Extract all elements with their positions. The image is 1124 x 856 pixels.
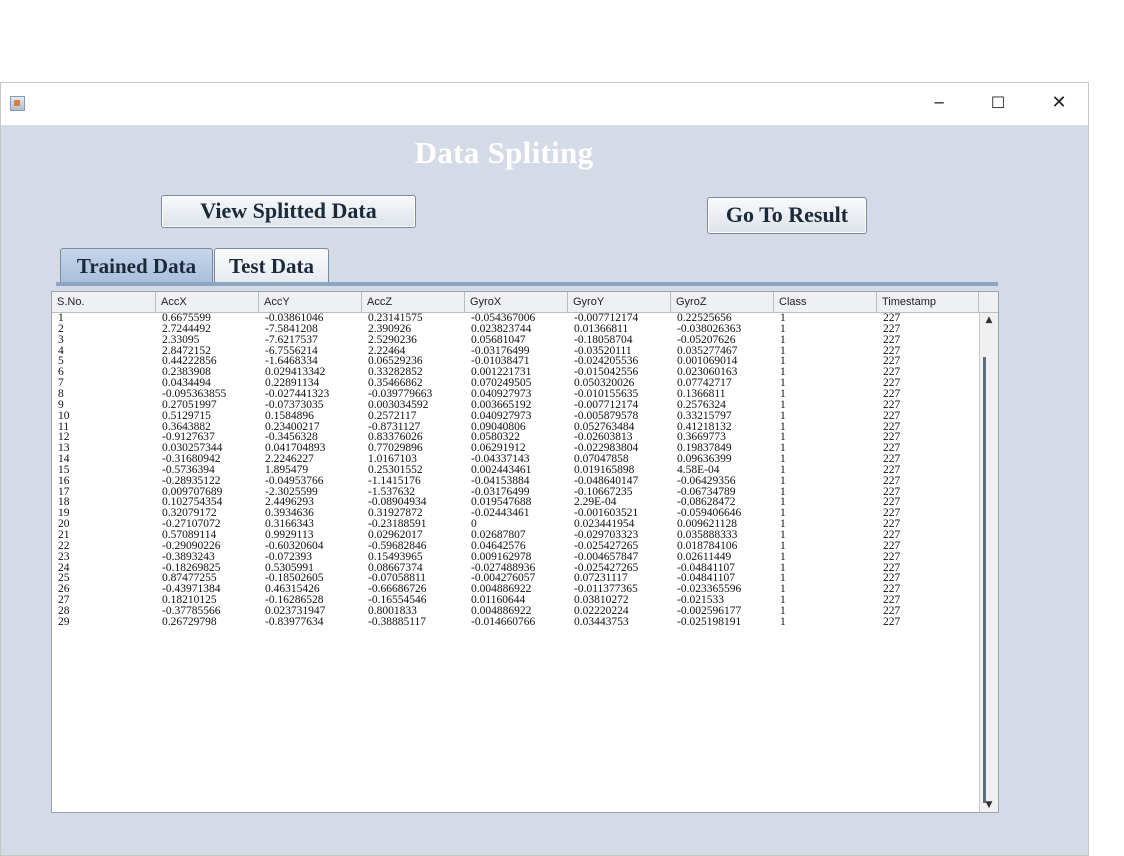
table-cell: 0.003665192: [471, 398, 532, 411]
table-cell: 1: [780, 398, 786, 411]
table-cell: 0: [471, 518, 477, 531]
table-cell: 0.004886922: [471, 604, 532, 617]
table-cell: 1: [780, 529, 786, 541]
table-cell: -0.03176499: [471, 344, 530, 357]
table-cell: -0.059406646: [677, 507, 742, 520]
table-cell: 1: [780, 333, 786, 346]
table-cell: 227: [883, 496, 901, 509]
table-cell: 227: [883, 387, 901, 400]
table-cell: 1: [780, 463, 786, 476]
table-cell: -0.02443461: [471, 507, 530, 520]
table-cell: 0.023060163: [677, 366, 738, 379]
table-cell: 7: [58, 377, 64, 390]
table-cell: 227: [883, 409, 901, 422]
table-cell: 0.2383908: [162, 366, 211, 379]
table-cell: -0.05207626: [677, 333, 736, 346]
table-cell: -0.072393: [265, 550, 312, 563]
table-cell: 9: [58, 398, 64, 411]
table-cell: 0.004886922: [471, 583, 532, 596]
table-cell: -0.5736394: [162, 463, 215, 476]
table-cell: 0.83376026: [368, 431, 423, 444]
table-cell: -0.005879578: [574, 409, 639, 422]
table-cell: 227: [883, 431, 901, 444]
table-cell: -0.16286528: [265, 594, 324, 607]
table-cell: -0.08628472: [677, 496, 736, 509]
table-cell: 0.035888333: [677, 529, 738, 541]
table-cell: 1: [780, 615, 786, 628]
data-table: [51, 291, 999, 813]
table-cell: 29: [58, 615, 70, 628]
table-cell: -0.9127637: [162, 431, 215, 444]
table-cell: 1: [780, 572, 786, 585]
table-cell: 0.02687807: [471, 529, 526, 541]
table-cell: 2.29E-04: [574, 496, 617, 509]
table-cell: -0.04841107: [677, 572, 736, 585]
table-cell: 227: [883, 322, 901, 335]
table-cell: 0.09040806: [471, 420, 526, 433]
table-cell: -6.7556214: [265, 344, 318, 357]
table-cell: 227: [883, 561, 901, 574]
table-cell: 0.030257344: [162, 442, 223, 455]
table-cell: -1.1415176: [368, 474, 421, 487]
table-cell: 1: [780, 604, 786, 617]
table-cell: 2.33095: [162, 333, 200, 346]
go-to-result-button[interactable]: Go To Result: [707, 197, 867, 234]
table-cell: 0.57089114: [162, 529, 217, 541]
table-cell: 2.8472152: [162, 344, 211, 357]
table-cell: 0.6675599: [162, 312, 211, 324]
table-cell: -0.03520111: [574, 344, 632, 357]
table-cell: 227: [883, 333, 901, 346]
table-cell: 227: [883, 550, 901, 563]
table-row[interactable]: [52, 476, 978, 487]
table-cell: 0.019547688: [471, 496, 532, 509]
table-cell: 1: [780, 485, 786, 498]
table-cell: -0.06429356: [677, 474, 736, 487]
table-cell: -0.010155635: [574, 387, 639, 400]
table-cell: 0.23141575: [368, 312, 423, 324]
table-cell: 0.5129715: [162, 409, 211, 422]
java-app-icon: [10, 96, 25, 111]
table-cell: -0.002596177: [677, 604, 742, 617]
tab-test-data[interactable]: Test Data: [214, 248, 329, 283]
column-header[interactable]: Timestamp: [877, 292, 979, 312]
table-cell: 0.06291912: [471, 442, 526, 455]
column-header[interactable]: AccZ: [362, 292, 465, 312]
table-cell: 0.040927973: [471, 409, 532, 422]
table-cell: -0.011377365: [574, 583, 638, 596]
table-cell: -0.025427265: [574, 561, 639, 574]
table-cell: 0.070249505: [471, 377, 532, 390]
table-cell: 227: [883, 539, 901, 552]
table-cell: 1: [780, 366, 786, 379]
column-header[interactable]: GyroZ: [671, 292, 774, 312]
table-cell: 12: [58, 431, 70, 444]
table-cell: -0.59682846: [368, 539, 427, 552]
table-cell: 18: [58, 496, 70, 509]
table-cell: -0.038026363: [677, 322, 742, 335]
table-cell: 0.8001833: [368, 604, 417, 617]
table-cell: -0.095363855: [162, 387, 227, 400]
table-cell: 0.050320026: [574, 377, 635, 390]
table-cell: 27: [58, 594, 70, 607]
table-cell: 0.3166343: [265, 518, 314, 531]
table-cell: 2.390926: [368, 322, 412, 335]
table-cell: 0.3669773: [677, 431, 726, 444]
table-cell: -0.18502605: [265, 572, 324, 585]
table-cell: 0.19837849: [677, 442, 732, 455]
table-cell: -0.38885117: [368, 615, 427, 628]
table-cell: 227: [883, 604, 901, 617]
table-cell: 227: [883, 463, 901, 476]
table-cell: 0.22891134: [265, 377, 320, 390]
table-cell: 2.7244492: [162, 322, 211, 335]
table-cell: 0.2576324: [677, 398, 726, 411]
column-header[interactable]: AccX: [156, 292, 259, 312]
table-cell: -0.16554546: [368, 594, 427, 607]
table-cell: 227: [883, 312, 901, 324]
table-cell: -0.007712174: [574, 398, 639, 411]
column-header[interactable]: GyroY: [568, 292, 671, 312]
table-cell: 0.040927973: [471, 387, 532, 400]
table-cell: 0.0580322: [471, 431, 520, 444]
scroll-up-icon[interactable]: ▲: [985, 315, 993, 325]
table-cell: 1: [780, 312, 786, 324]
table-cell: 23: [58, 550, 70, 563]
table-cell: 0.07047858: [574, 453, 629, 466]
table-cell: 0.03810272: [574, 594, 629, 607]
table-cell: -0.60320604: [265, 539, 324, 552]
table-cell: 0.023731947: [265, 604, 326, 617]
table-cell: 15: [58, 463, 70, 476]
column-header[interactable]: AccY: [259, 292, 362, 312]
table-cell: -0.04337143: [471, 453, 530, 466]
table-cell: 0.102754354: [162, 496, 223, 509]
tab-trained-data[interactable]: Trained Data: [60, 248, 213, 283]
scroll-thumb[interactable]: [983, 357, 986, 803]
table-cell: -0.06734789: [677, 485, 736, 498]
table-cell: 0.44222856: [162, 355, 217, 368]
table-cell: 0.31927872: [368, 507, 423, 520]
table-cell: 24: [58, 561, 70, 574]
table-cell: -2.3025599: [265, 485, 318, 498]
table-cell: 25: [58, 572, 70, 585]
table-cell: 227: [883, 474, 901, 487]
table-header: [52, 292, 998, 313]
table-cell: -0.23188591: [368, 518, 427, 531]
table-cell: -0.029703323: [574, 529, 639, 541]
table-cell: -0.07373035: [265, 398, 324, 411]
table-cell: 0.01160644: [471, 594, 526, 607]
table-cell: -0.004276057: [471, 572, 536, 585]
table-cell: -0.3456328: [265, 431, 318, 444]
table-cell: 1: [780, 474, 786, 487]
table-cell: 8: [58, 387, 64, 400]
table-cell: 16: [58, 474, 70, 487]
table-cell: -0.31680942: [162, 453, 221, 466]
table-cell: -0.014660766: [471, 615, 536, 628]
table-cell: 0.23400217: [265, 420, 320, 433]
table-cell: 2.5290236: [368, 333, 417, 346]
table-cell: 5: [58, 355, 64, 368]
table-cell: -0.025427265: [574, 539, 639, 552]
table-cell: -0.01038471: [471, 355, 530, 368]
table-cell: 0.052763484: [574, 420, 635, 433]
table-cell: 0.04642576: [471, 539, 526, 552]
table-row[interactable]: [52, 552, 978, 563]
table-cell: -0.43971384: [162, 583, 221, 596]
table-cell: 227: [883, 377, 901, 390]
table-cell: 1: [780, 322, 786, 335]
title-bar: [1, 83, 1088, 125]
table-cell: 0.02962017: [368, 529, 423, 541]
table-cell: 227: [883, 529, 901, 541]
app-window: [0, 82, 1089, 856]
table-cell: 0.009707689: [162, 485, 223, 498]
table-cell: 227: [883, 366, 901, 379]
table-cell: -0.27107072: [162, 518, 221, 531]
table-cell: 0.035277467: [677, 344, 738, 357]
table-cell: 10: [58, 409, 70, 422]
table-cell: 227: [883, 594, 901, 607]
scroll-down-icon[interactable]: ▼: [985, 800, 993, 810]
table-cell: 1.0167103: [368, 453, 417, 466]
table-cell: -0.3893243: [162, 550, 215, 563]
table-cell: 1: [780, 420, 786, 433]
table-cell: 0.46315426: [265, 583, 320, 596]
table-cell: 0.15493965: [368, 550, 423, 563]
column-header[interactable]: S.No.: [52, 292, 156, 312]
table-cell: -0.29090226: [162, 539, 221, 552]
table-cell: -0.28935122: [162, 474, 221, 487]
table-cell: 0.3643882: [162, 420, 211, 433]
table-cell: 0.001069014: [677, 355, 738, 368]
table-cell: -0.08904934: [368, 496, 427, 509]
table-cell: -0.66686726: [368, 583, 427, 596]
close-icon[interactable]: ✕: [1051, 92, 1067, 113]
table-cell: 1: [780, 355, 786, 368]
table-cell: 227: [883, 420, 901, 433]
table-row[interactable]: [52, 335, 978, 346]
table-cell: 227: [883, 583, 901, 596]
table-cell: -0.8731127: [368, 420, 421, 433]
table-cell: 11: [58, 420, 70, 433]
table-cell: 0.07231117: [574, 572, 628, 585]
column-header[interactable]: Class: [774, 292, 877, 312]
column-header[interactable]: GyroX: [465, 292, 568, 312]
table-cell: 227: [883, 615, 901, 628]
table-cell: 0.77029896: [368, 442, 423, 455]
table-cell: 1: [780, 387, 786, 400]
table-cell: 227: [883, 442, 901, 455]
table-cell: 2: [58, 322, 64, 335]
table-cell: 0.35466862: [368, 377, 423, 390]
table-cell: -0.048640147: [574, 474, 639, 487]
table-cell: 0.009162978: [471, 550, 532, 563]
table-cell: -0.03861046: [265, 312, 324, 324]
table-cell: 0.41218132: [677, 420, 732, 433]
table-cell: -0.04841107: [677, 561, 736, 574]
table-cell: 1: [780, 344, 786, 357]
table-cell: 0.33215797: [677, 409, 732, 422]
table-cell: 26: [58, 583, 70, 596]
table-cell: -0.37785566: [162, 604, 221, 617]
table-cell: -0.025198191: [677, 615, 742, 628]
table-cell: 227: [883, 485, 901, 498]
table-cell: -0.001603521: [574, 507, 639, 520]
table-cell: 227: [883, 518, 901, 531]
table-cell: 0.08667374: [368, 561, 423, 574]
table-cell: 0.9929113: [265, 529, 314, 541]
maximize-icon[interactable]: ☐: [990, 93, 1006, 112]
table-cell: -0.021533: [677, 594, 724, 607]
table-cell: -0.024205536: [574, 355, 639, 368]
table-cell: -0.83977634: [265, 615, 324, 628]
table-cell: 1: [780, 409, 786, 422]
table-cell: 1: [780, 561, 786, 574]
table-cell: 14: [58, 453, 70, 466]
table-cell: 13: [58, 442, 70, 455]
table-cell: 6: [58, 366, 64, 379]
table-cell: -0.027441323: [265, 387, 330, 400]
table-cell: 1: [780, 442, 786, 455]
table-cell: 20: [58, 518, 70, 531]
table-cell: -0.022983804: [574, 442, 639, 455]
table-cell: 0.019165898: [574, 463, 635, 476]
table-cell: 0.01366811: [574, 322, 629, 335]
table-cell: 1: [780, 431, 786, 444]
table-cell: 21: [58, 529, 70, 541]
table-cell: -0.18269825: [162, 561, 221, 574]
table-cell: -0.02603813: [574, 431, 633, 444]
table-cell: 0.32079172: [162, 507, 217, 520]
table-row[interactable]: [52, 400, 978, 411]
table-cell: -7.5841208: [265, 322, 318, 335]
table-cell: 0.25301552: [368, 463, 423, 476]
table-cell: 2.2246227: [265, 453, 314, 466]
table-cell: 0.023441954: [574, 518, 635, 531]
table-cell: 0.2572117: [368, 409, 417, 422]
table-cell: 17: [58, 485, 70, 498]
table-cell: 0.33282852: [368, 366, 423, 379]
table-cell: 0.27051997: [162, 398, 217, 411]
table-cell: 0.87477255: [162, 572, 217, 585]
table-cell: 19: [58, 507, 70, 520]
table-cell: 227: [883, 355, 901, 368]
table-cell: 0.07742717: [677, 377, 732, 390]
table-cell: 3: [58, 333, 64, 346]
table-cell: -0.07058811: [368, 572, 427, 585]
table-cell: 1: [780, 507, 786, 520]
vertical-scrollbar[interactable]: [979, 313, 998, 812]
table-cell: 227: [883, 398, 901, 411]
table-cell: 0.09636399: [677, 453, 732, 466]
table-cell: -0.039779663: [368, 387, 433, 400]
table-cell: -0.03176499: [471, 485, 530, 498]
table-cell: 227: [883, 572, 901, 585]
table-cell: -0.04953766: [265, 474, 324, 487]
table-cell: 1: [780, 583, 786, 596]
table-cell: 0.018784106: [677, 539, 738, 552]
view-splitted-data-button[interactable]: View Splitted Data: [161, 195, 416, 228]
table-cell: 0.009621128: [677, 518, 737, 531]
table-cell: 0.02611449: [677, 550, 732, 563]
table-cell: 0.041704893: [265, 442, 326, 455]
table-cell: -1.6468334: [265, 355, 318, 368]
table-cell: 4.58E-04: [677, 463, 720, 476]
table-cell: 2.4496293: [265, 496, 314, 509]
table-cell: -0.10667235: [574, 485, 633, 498]
table-cell: 1: [780, 377, 786, 390]
table-cell: 1: [780, 550, 786, 563]
table-cell: -0.027488936: [471, 561, 536, 574]
table-cell: 0.5305991: [265, 561, 314, 574]
table-cell: 0.02220224: [574, 604, 629, 617]
table-cell: 0.03443753: [574, 615, 629, 628]
table-row[interactable]: [52, 411, 978, 422]
table-cell: 28: [58, 604, 70, 617]
table-cell: -1.537632: [368, 485, 415, 498]
table-cell: 0.3934636: [265, 507, 314, 520]
table-cell: 0.1584896: [265, 409, 314, 422]
table-cell: -0.054367006: [471, 312, 536, 324]
table-cell: -0.004657847: [574, 550, 639, 563]
table-cell: -0.007712174: [574, 312, 639, 324]
page-title: Data Spliting: [414, 135, 594, 170]
table-cell: 227: [883, 453, 901, 466]
table-cell: 1: [780, 518, 786, 531]
table-row[interactable]: [52, 617, 978, 628]
minimize-icon[interactable]: ─: [934, 94, 944, 112]
table-cell: 0.001221731: [471, 366, 532, 379]
table-cell: 1: [780, 496, 786, 509]
table-cell: 0.0434494: [162, 377, 211, 390]
table-cell: 1: [58, 312, 64, 324]
table-cell: 0.22525656: [677, 312, 732, 324]
table-cell: -0.015042556: [574, 366, 639, 379]
table-cell: -0.023365596: [677, 583, 742, 596]
table-cell: -0.04153884: [471, 474, 530, 487]
table-cell: -0.18058704: [574, 333, 633, 346]
table-cell: 0.1366811: [677, 387, 726, 400]
table-cell: 227: [883, 344, 901, 357]
table-cell: 22: [58, 539, 70, 552]
table-cell: 4: [58, 344, 64, 357]
table-cell: 1.895479: [265, 463, 309, 476]
table-cell: 0.029413342: [265, 366, 326, 379]
table-cell: 1: [780, 539, 786, 552]
table-cell: 0.18210125: [162, 594, 217, 607]
table-cell: 0.002443461: [471, 463, 532, 476]
table-cell: -7.6217537: [265, 333, 318, 346]
table-cell: 0.26729798: [162, 615, 217, 628]
tab-divider: [56, 282, 998, 286]
table-cell: 0.06529236: [368, 355, 423, 368]
table-cell: 1: [780, 453, 786, 466]
table-cell: 227: [883, 507, 901, 520]
table-cell: 0.003034592: [368, 398, 429, 411]
table-cell: 0.05681047: [471, 333, 526, 346]
table-cell: 0.023823744: [471, 322, 532, 335]
table-cell: 2.22464: [368, 344, 406, 357]
table-cell: 1: [780, 594, 786, 607]
